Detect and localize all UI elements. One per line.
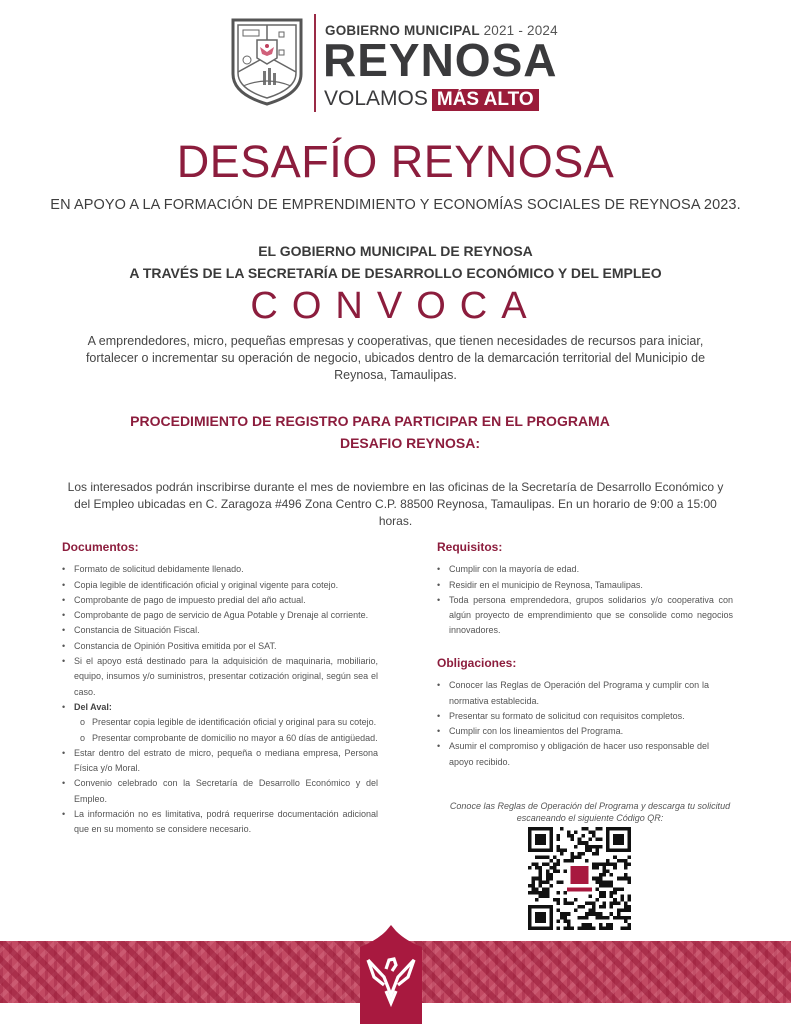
eagle-emblem-icon: [356, 925, 426, 1024]
qr-caption: [430, 800, 750, 824]
obligaciones-heading: Obligaciones:: [437, 656, 517, 670]
obligaciones-list: [437, 678, 709, 770]
requisitos-section: [437, 540, 733, 639]
logo-divider: [314, 14, 316, 112]
procedure-heading: [0, 410, 740, 454]
page-subtitle: EN APOYO A LA FORMACIÓN DE EMPRENDIMIENTO Y ECONOMÍAS SOCIALES DE REYNOSA 2023.: [50, 197, 741, 213]
header-logo: [229, 14, 569, 112]
list-item: • La información no es limitativa, podrá requerirse documentación adicional que en su momento se considere necesario.: [62, 807, 378, 838]
coat-of-arms-icon: [229, 16, 305, 106]
issuer: [0, 240, 791, 284]
slogan-prefix: VOLAMOS: [324, 87, 428, 110]
list-item: • Estar dentro del estrato de micro, pequeña o mediana empresa, Persona Física y/o Moral.: [62, 746, 378, 777]
list-item: • Copia legible de identificación oficial y original vigente para cotejo.: [62, 578, 378, 593]
aval-label: Del Aval:: [74, 701, 112, 712]
list-item-aval: [62, 700, 378, 715]
list-item: • Toda persona emprendedora, grupos solidarios y/o cooperativa con algún proyecto de emprendimiento que se consolide como negocios innovadores.: [437, 593, 733, 639]
government-name: GOBIERNO MUNICIPAL: [325, 23, 480, 38]
list-item: • Cumplir con los lineamientos del Programa.: [437, 724, 709, 739]
documentos-list: [62, 562, 378, 837]
list-item: • Presentar su formato de solicitud con requisitos completos.: [437, 709, 709, 724]
qr-code-icon[interactable]: [528, 827, 631, 930]
issuer-line-2: A TRAVÉS DE LA SECRETARÍA DE DESARROLLO ECONÓMICO Y DEL EMPLEO: [129, 265, 662, 281]
qr-caption-line-1: Conoce las Reglas de Operación del Programa y descarga tu solicitud: [449, 801, 731, 811]
sub-list-item: o Presentar copia legible de identificación oficial y original para su cotejo.: [62, 715, 378, 730]
list-item: • Conocer las Reglas de Operación del Programa y cumplir con la normativa establecida.: [437, 678, 709, 709]
city-name: REYNOSA: [323, 34, 558, 86]
list-item: • Comprobante de pago de impuesto predial del año actual.: [62, 593, 378, 608]
list-item: • Si el apoyo está destinado para la adquisición de maquinaria, mobiliario, equipo, insumos y/o suministros, presentar cotización original, según sea el caso.: [62, 654, 378, 700]
requisitos-heading: Requisitos:: [437, 540, 503, 554]
slogan-highlight: MÁS ALTO: [432, 89, 539, 111]
sub-list-item: o Presentar comprobante de domicilio no mayor a 60 días de antigüedad.: [62, 731, 378, 746]
requisitos-list: [437, 562, 733, 638]
intro-paragraph: A emprendedores, micro, pequeñas empresas y cooperativas, que tienen necesidades de recursos para iniciar, fortalecer o incrementar su operación de negocio, ubicados dentro de la demarcación territorial del Municipio de Reynosa, Tamaulipas.: [85, 334, 706, 382]
list-item: • Constancia de Situación Fiscal.: [62, 623, 378, 638]
convoca-heading: CONVOCA: [250, 285, 541, 327]
page-title: DESAFÍO REYNOSA: [176, 136, 615, 187]
list-item: • Residir en el municipio de Reynosa, Tamaulipas.: [437, 578, 733, 593]
documentos-heading: Documentos:: [62, 540, 139, 554]
qr-caption-line-2: escaneando el siguiente Código QR:: [516, 813, 664, 823]
list-item: • Comprobante de pago de servicio de Agua Potable y Drenaje al corriente.: [62, 608, 378, 623]
procedure-heading-line-2: DESAFIO REYNOSA:: [339, 435, 480, 451]
list-item: • Formato de solicitud debidamente llenado.: [62, 562, 378, 577]
procedure-heading-line-1: PROCEDIMIENTO DE REGISTRO PARA PARTICIPAR EN EL PROGRAMA: [130, 413, 610, 429]
list-item: • Cumplir con la mayoría de edad.: [437, 562, 733, 577]
obligaciones-section: [437, 656, 709, 770]
procedure-body: Los interesados podrán inscribirse durante el mes de noviembre en las oficinas de la Secretaría de Desarrollo Económico y del Empleo ubicadas en C. Zaragoza #496 Zona Centro C.P. 88500 Reynosa, Tamaulipas. En un horario de 9:00 a 15:00 horas.: [67, 480, 724, 528]
list-item: • Convenio celebrado con la Secretaría de Desarrollo Económico y del Empleo.: [62, 776, 378, 807]
government-years: 2021 - 2024: [483, 23, 558, 38]
list-item: • Constancia de Opinión Positiva emitida por el SAT.: [62, 639, 378, 654]
documentos-section: [62, 540, 378, 838]
issuer-line-1: EL GOBIERNO MUNICIPAL DE REYNOSA: [258, 243, 533, 259]
list-item: • Asumir el compromiso y obligación de hacer uso responsable del apoyo recibido.: [437, 739, 709, 770]
slogan: [324, 87, 539, 111]
